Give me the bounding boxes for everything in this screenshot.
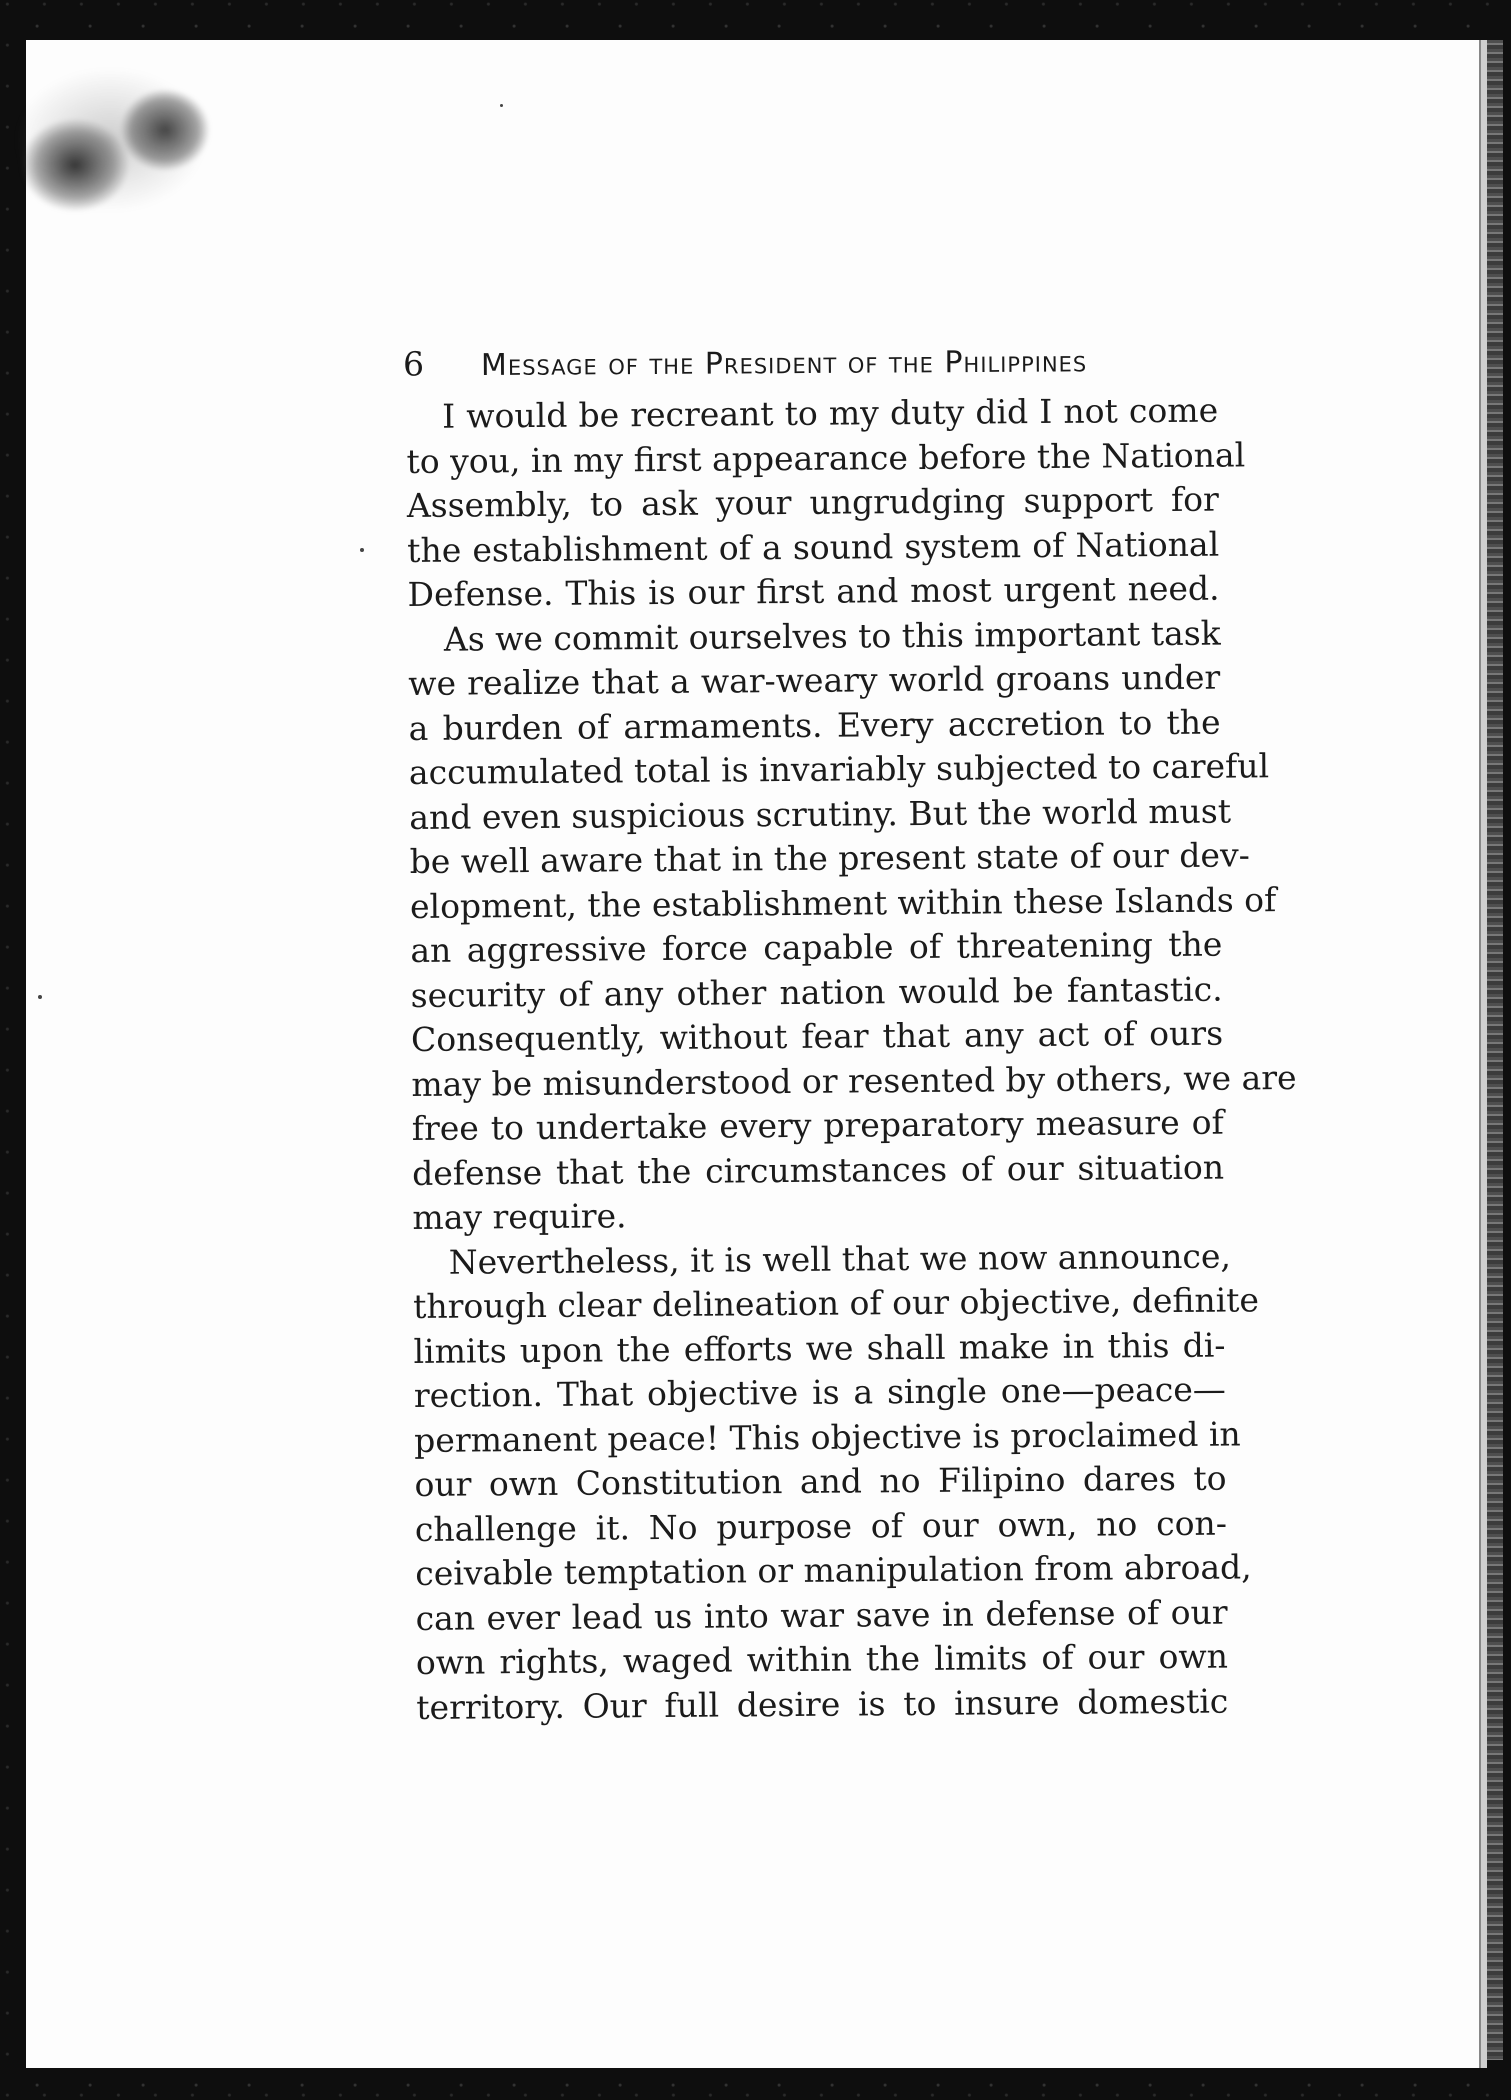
paragraph-3 <box>413 1234 1260 1730</box>
text-line: an aggressive force capable of threatening the <box>410 924 1223 970</box>
page-number: 6 <box>402 344 425 384</box>
text-line: challenge it. No purpose of our own, no con- <box>414 1503 1228 1549</box>
dust-speck <box>500 104 503 107</box>
text-line: free to undertake every preparatory measure of <box>411 1102 1224 1148</box>
text-line: Nevertheless, it is well that we now announce, <box>448 1236 1232 1282</box>
text-line: be well aware that in the present state of our dev- <box>409 835 1250 881</box>
text-line: may require. <box>412 1196 627 1237</box>
ink-smudge <box>0 40 240 220</box>
dust-speck <box>38 995 42 999</box>
text-line: through clear delineation of our objective, definite <box>413 1280 1260 1326</box>
text-line: rection. That objective is a single one—peace— <box>413 1369 1226 1415</box>
running-header <box>403 339 1223 388</box>
text-line: elopment, the establishment within these Islands of <box>409 879 1277 926</box>
text-line: the establishment of a sound system of National <box>407 524 1220 570</box>
text-line: and even suspicious scrutiny. But the world must <box>409 791 1232 837</box>
text-line: accumulated total is invariably subjected to careful <box>408 746 1270 792</box>
text-line: may be misunderstood or resented by others, we are <box>411 1057 1297 1104</box>
paragraph-1 <box>406 389 1246 618</box>
dust-speck <box>360 548 364 552</box>
text-line: can ever lead us into war save in defense of our <box>415 1592 1228 1638</box>
body-text <box>406 389 1297 1730</box>
text-line: As we commit ourselves to this important task <box>443 613 1221 659</box>
text-line: defense that the circumstances of our situation <box>411 1147 1225 1193</box>
text-line: we realize that a war-weary world groans under <box>408 657 1221 703</box>
text-line: permanent peace! This objective is proclaimed in <box>414 1413 1241 1460</box>
text-line: I would be recreant to my duty did I not come <box>442 390 1219 436</box>
text-line: own rights, waged within the limits of our own <box>415 1636 1229 1682</box>
text-line: a burden of armaments. Every accretion to the <box>408 702 1221 748</box>
text-line: our own Constitution and no Filipino dares to <box>414 1458 1227 1504</box>
text-line: limits upon the efforts we shall make in this di- <box>413 1325 1226 1371</box>
text-line: territory. Our full desire is to insure domestic <box>416 1681 1229 1727</box>
text-line: security of any other nation would be fantastic. <box>410 969 1223 1015</box>
text-line: Assembly, to ask your ungrudging support for <box>406 479 1219 525</box>
paragraph-2 <box>408 611 1297 1240</box>
text-line: to you, in my first appearance before the National <box>406 434 1246 481</box>
page-stack-edge <box>1487 40 1503 2060</box>
running-head-title: Message of the President of the Philippines <box>480 344 1088 384</box>
text-line: Consequently, without fear that any act of ours <box>410 1013 1224 1059</box>
text-line: ceivable temptation or manipulation from abroad, <box>415 1547 1252 1593</box>
text-line: Defense. This is our first and most urgent need. <box>407 568 1220 614</box>
